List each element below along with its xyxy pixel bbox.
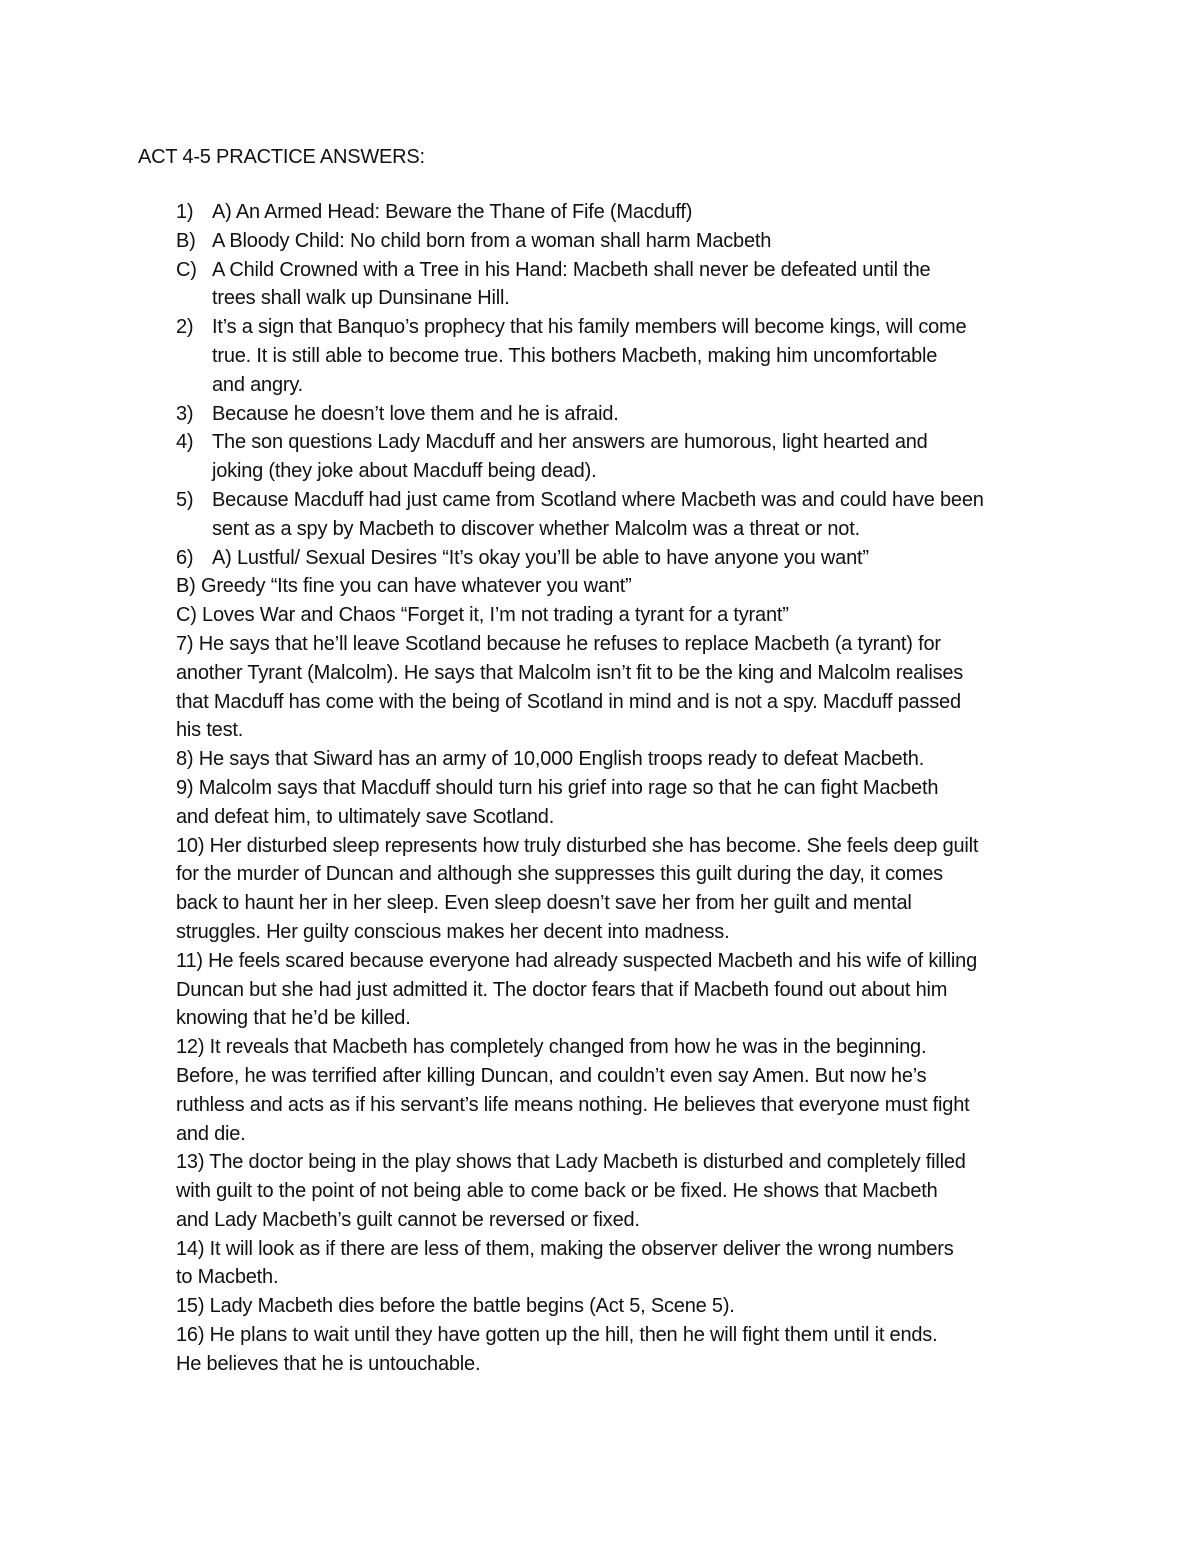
answer-item (0, 313, 1200, 399)
answer-text-line: back to haunt her in her sleep. Even sleep doesn’t save her from her guilt and mental (176, 892, 912, 915)
answer-text-line: It’s a sign that Banquo’s prophecy that his family members will become kings, will come (212, 316, 967, 339)
answer-text-line: 9) Malcolm says that Macduff should turn his grief into rage so that he can fight Macbeth (176, 776, 939, 799)
answer-text-line: for the murder of Duncan and although she suppresses this guilt during the day, it comes (176, 863, 943, 886)
answer-text-line: 13) The doctor being in the play shows that Lady Macbeth is disturbed and completely filled (176, 1151, 966, 1174)
answer-text-line: and Lady Macbeth’s guilt cannot be reversed or fixed. (176, 1208, 640, 1231)
answer-text-line: and defeat him, to ultimately save Scotland. (176, 805, 555, 828)
answer-text-line: A Bloody Child: No child born from a woman shall harm Macbeth (212, 229, 772, 252)
page-title: ACT 4-5 PRACTICE ANSWERS: (138, 146, 425, 168)
answer-text-line: and angry. (212, 373, 304, 396)
answer-text-line: Because he doesn’t love them and he is afraid. (212, 402, 619, 425)
answer-text-line: A) Lustful/ Sexual Desires “It’s okay you’ll be able to have anyone you want” (212, 546, 869, 569)
answer-text-line: and die. (176, 1122, 246, 1145)
answer-text-line: 15) Lady Macbeth dies before the battle begins (Act 5, Scene 5). (176, 1295, 735, 1318)
answer-number: 5) (176, 488, 194, 511)
answer-text-line: 11) He feels scared because everyone had already suspected Macbeth and his wife of killing (176, 949, 977, 972)
answer-text-line: Duncan but she had just admitted it. The doctor fears that if Macbeth found out about him (176, 978, 948, 1001)
answer-number: 1) (176, 201, 194, 223)
answer-item (0, 256, 1200, 314)
answer-text-line: trees shall walk up Dunsinane Hill. (212, 287, 510, 310)
answer-number: 2) (176, 316, 194, 339)
answer-text-line: knowing that he’d be killed. (176, 1007, 411, 1030)
answer-text-line: struggles. Her guilty conscious makes her decent into madness. (176, 920, 730, 943)
answer-number: 3) (176, 402, 194, 425)
answer-number: 4) (176, 431, 194, 454)
answer-number: B) (176, 229, 196, 252)
answer-text-line: B) Greedy “Its fine you can have whatever you want” (176, 575, 632, 598)
answer-item (0, 428, 1200, 486)
answer-text-line: another Tyrant (Malcolm). He says that Malcolm isn’t fit to be the king and Malcolm realises (176, 661, 964, 684)
answer-continuation-block (0, 572, 1200, 1378)
answer-text-line: 7) He says that he’ll leave Scotland because he refuses to replace Macbeth (a tyrant) for (176, 632, 941, 655)
answer-item (0, 486, 1200, 544)
answer-text-line: with guilt to the point of not being able to come back or be fixed. He shows that Macbeth (176, 1180, 938, 1203)
answer-text-line: 16) He plans to wait until they have gotten up the hill, then he will fight them until it ends. (176, 1324, 938, 1347)
answer-text-line: to Macbeth. (176, 1266, 279, 1289)
answer-item (0, 198, 1200, 227)
answer-text-line: A) An Armed Head: Beware the Thane of Fife (Macduff) (212, 201, 693, 223)
answer-text-line: 8) He says that Siward has an army of 10,000 English troops ready to defeat Macbeth. (176, 748, 925, 771)
answer-text-line: Before, he was terrified after killing Duncan, and couldn’t even say Amen. But now he’s (176, 1064, 927, 1087)
answer-text-line: his test. (176, 719, 244, 742)
answer-item (0, 400, 1200, 429)
answer-text-line: sent as a spy by Macbeth to discover whether Malcolm was a threat or not. (212, 517, 860, 540)
answer-text-line: true. It is still able to become true. This bothers Macbeth, making him uncomfortable (212, 344, 938, 367)
answer-text-line: A Child Crowned with a Tree in his Hand: Macbeth shall never be defeated until the (212, 258, 931, 281)
answer-text-line: The son questions Lady Macduff and her answers are humorous, light hearted and (212, 431, 928, 454)
answer-text-line: He believes that he is untouchable. (176, 1352, 481, 1375)
answer-text-line: Because Macduff had just came from Scotland where Macbeth was and could have been (212, 488, 984, 511)
answer-item (0, 544, 1200, 573)
answer-text-line: that Macduff has come with the being of Scotland in mind and is not a spy. Macduff passed (176, 690, 961, 713)
answer-text-line: 12) It reveals that Macbeth has completely changed from how he was in the beginning. (176, 1036, 927, 1059)
answer-text-line: 10) Her disturbed sleep represents how truly disturbed she has become. She feels deep guilt (176, 834, 979, 857)
answer-number: 6) (176, 546, 194, 569)
answer-text-line: C) Loves War and Chaos “Forget it, I’m not trading a tyrant for a tyrant” (176, 604, 789, 627)
answer-text-line: joking (they joke about Macduff being dead). (212, 460, 597, 483)
answer-list (0, 198, 1200, 1379)
answer-text-line: 14) It will look as if there are less of them, making the observer deliver the wrong numbers (176, 1237, 954, 1260)
answer-item (0, 227, 1200, 256)
answer-text-line: ruthless and acts as if his servant’s life means nothing. He believes that everyone must fight (176, 1093, 970, 1116)
answer-number: C) (176, 258, 197, 281)
